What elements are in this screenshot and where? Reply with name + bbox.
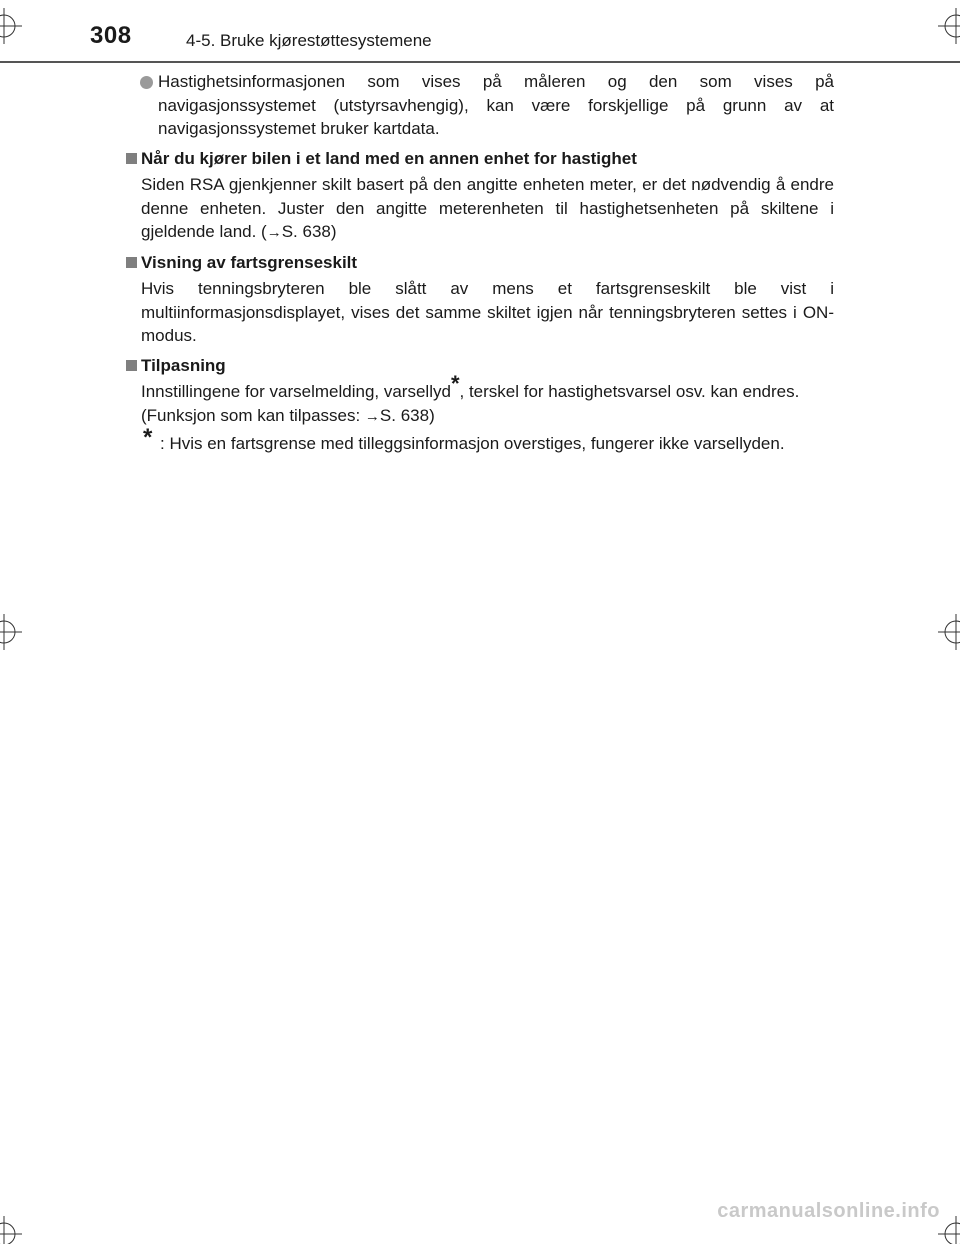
- body-text: (Funksjon som kan tilpasses:: [141, 405, 365, 425]
- body-text: Siden RSA gjenkjenner skilt basert på den angitte enheten meter, er det nødvendig å endre denne enheten. Juster den angitte meterenheten til hastighetsenheten på skiltene i gjeldende land. (: [141, 175, 834, 241]
- subsection-body: [124, 371, 834, 428]
- subsection-body: [124, 277, 834, 348]
- page-number: 308: [90, 22, 132, 49]
- subsection-heading: [124, 251, 834, 275]
- body-text: Hvis tenningsbryteren ble slått av mens et fartsgrenseskilt ble vist i multiinformasjonsdisplayet, vises det samme skiltet igjen når tenningsbryteren settes i ON-modus.: [141, 279, 834, 345]
- arrow-right-icon: →: [266, 224, 282, 241]
- watermark: carmanualsonline.info: [717, 1200, 940, 1222]
- square-bullet-icon: [126, 153, 137, 164]
- round-bullet-icon: [140, 76, 153, 89]
- header-rule: [0, 61, 960, 63]
- subsection-heading: [124, 147, 834, 171]
- heading-text: Når du kjører bilen i et land med en annen enhet for hastighet: [141, 148, 637, 168]
- bullet-paragraph: [124, 70, 834, 141]
- page-header: [0, 0, 960, 60]
- asterisk-icon: *: [450, 371, 460, 396]
- asterisk-icon: *: [143, 424, 153, 451]
- subsection-heading: [124, 354, 834, 378]
- body-text: , terskel for hastighetsvarsel osv. kan endres.: [459, 382, 800, 401]
- arrow-right-icon: →: [364, 407, 380, 425]
- body-text: Innstillingene for varselmelding, varsellyd: [141, 382, 451, 401]
- section-title: 4-5. Bruke kjørestøttesystemene: [186, 31, 432, 50]
- page-content: [124, 70, 834, 456]
- page-reference[interactable]: S. 638): [379, 405, 435, 425]
- page-reference[interactable]: S. 638): [281, 222, 337, 241]
- heading-text: Visning av fartsgrenseskilt: [141, 252, 358, 272]
- bullet-text: Hastighetsinformasjonen som vises på måleren og den som vises på navigasjonssystemet (utstyrsavhengig), kan være forskjellige på grunn av at navigasjonssystemet bruker kartdata.: [158, 72, 834, 138]
- square-bullet-icon: [126, 360, 137, 371]
- subsection-body: [124, 173, 834, 245]
- square-bullet-icon: [126, 257, 137, 268]
- footnote: [124, 424, 834, 456]
- heading-text: Tilpasning: [141, 355, 226, 375]
- footnote-text: : Hvis en fartsgrense med tilleggsinformasjon overstiges, fungerer ikke varsellyden.: [160, 434, 785, 453]
